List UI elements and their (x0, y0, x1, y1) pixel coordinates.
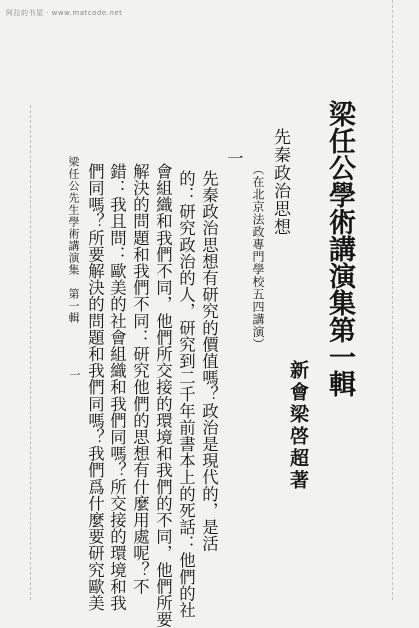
body-text-line: 的：研究政治的人，研究到二千年前書本上的死話：他們的社 (176, 170, 196, 619)
book-title: 梁任公學術講演集第一輯 (324, 100, 355, 397)
body-text-line: 們同嗎？所要解決的問題和我們同嗎？我們爲什麼要研究歐美 (85, 163, 105, 612)
page-edge-left (30, 105, 31, 600)
page-edge-right (392, 0, 393, 600)
body-text-line: 錯：我且問：歐美的社會組織和我們同嗎？所交接的環境和我 (107, 163, 127, 612)
running-head (65, 156, 81, 324)
body-text-line: 解決的問題和我們不同：研究他們的思想有什麼用處呢？不 (130, 163, 150, 595)
essay-title: 先秦政治思想 (270, 128, 290, 236)
section-number: 一 (225, 150, 244, 166)
body-text-line: 會組織和我們不同，他們所交接的環境和我們的不同，他們所要 (153, 163, 173, 628)
page-number: 一 (68, 369, 81, 380)
running-head-title: 梁任公先生學術講演集 (67, 156, 80, 276)
body-text-line: 先秦政治思想有研究的價值嗎？政治是現代的，是活 (199, 170, 219, 552)
running-head-volume: 第一輯 (67, 288, 80, 324)
author-line: 新會梁啓超著 (287, 360, 309, 492)
lecture-venue-note: （在北京法政專門學校五四講演） (251, 163, 265, 351)
watermark-text: 阿拉的书屋 · www.matcode.net (6, 9, 123, 17)
